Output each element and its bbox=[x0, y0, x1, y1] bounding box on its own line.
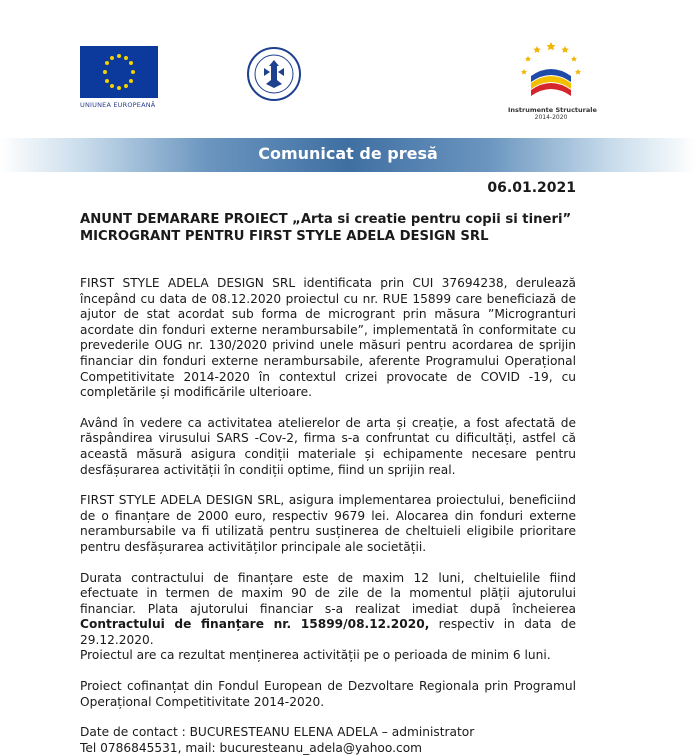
announcement-title bbox=[80, 211, 600, 245]
government-seal bbox=[246, 46, 302, 106]
paragraph-funding: FIRST STYLE ADELA DESIGN SRL, asigura implementarea proiectului, beneficiind de o finanțare de 2000 euro, respectiv 9679 lei. Alocarea din fonduri externe nerambursabile va fi utilizată pentru susținerea de cheltuieli eligibile prioritare pentru desfășurarea activităților principale ale societății. bbox=[80, 493, 576, 554]
contract-text-start: Durata contractului de finanțare este de maxim 12 luni, cheltuielile fiind efectuate in termen de maxim 90 de zile de la momentul plății ajutorului financiar. Plata ajutorului financiar s-a realizat imediat după încheierea bbox=[80, 570, 576, 616]
contact-phone-email: Tel 0786845531, mail: bucuresteanu_adela@yahoo.com bbox=[80, 740, 423, 755]
paragraph-project-intro: FIRST STYLE ADELA DESIGN SRL identificata prin CUI 37694238, derulează începând cu data de 08.12.2020 proiectul cu nr. RUE 15899 care beneficiază de ajutor de stat acordat sub forma de microgrant prin măsura ”Microgranturi acordate din fonduri externe nerambursabile”, implementată în conformitate cu prevederile OUG nr. 130/2020 privind unele măsuri pentru acordarea de sprijin financiar din fonduri externe nerambursabile, aferente Programului Operațional Competitivitate 2014-2020 în contextul crizei provocate de COVID -19, cu completările și modificările ulterioare. bbox=[80, 276, 576, 400]
title-line-1: ANUNT DEMARARE PROIECT „Arta si creatie pentru copii si tineri” bbox=[80, 212, 572, 227]
eu-flag-icon bbox=[80, 46, 158, 98]
banner-title: Comunicat de presă bbox=[258, 144, 438, 163]
structural-instruments-logo bbox=[508, 40, 597, 121]
contract-text-end: respectiv in data de 29.12.2020. bbox=[80, 617, 577, 647]
eu-logo bbox=[80, 46, 158, 109]
paragraph-cofinancing: Proiect cofinanțat din Fondul European de Dezvoltare Regionala prin Programul Operațional Competitivitate 2014-2020. bbox=[80, 679, 576, 709]
press-release-banner bbox=[0, 138, 696, 172]
title-line-2: MICROGRANT PENTRU FIRST STYLE ADELA DESIGN SRL bbox=[80, 229, 489, 244]
contact-person: Date de contact : BUCURESTEANU ELENA ADELA – administrator bbox=[80, 725, 475, 740]
contract-number: Contractului de finanțare nr. 15899/08.12.2020, bbox=[80, 617, 430, 632]
paragraph-result: Proiectul are ca rezultat menținerea activității pe o perioada de minim 6 luni. bbox=[80, 648, 551, 663]
paragraph-contract bbox=[80, 571, 576, 649]
eu-caption: UNIUNEA EUROPEANĂ bbox=[80, 101, 156, 109]
release-date: 06.01.2021 bbox=[487, 180, 576, 196]
structural-instruments-caption: Instrumente Structurale bbox=[508, 106, 597, 114]
press-release-body bbox=[80, 276, 576, 756]
structural-instruments-years: 2014-2020 bbox=[534, 114, 568, 121]
government-seal-icon bbox=[246, 46, 302, 102]
structural-instruments-icon bbox=[519, 40, 583, 102]
contact-details bbox=[80, 725, 576, 756]
paragraph-context: Având în vedere ca activitatea atelierelor de arta și creație, a fost afectată de răspândirea virusului SARS -Cov-2, firma s-a confruntat cu dificultăți, astfel că această măsură asigura condiții materiale și echipamente necesare pentru desfășurarea activității în condiții optime, fiind un sprijin real. bbox=[80, 415, 576, 477]
